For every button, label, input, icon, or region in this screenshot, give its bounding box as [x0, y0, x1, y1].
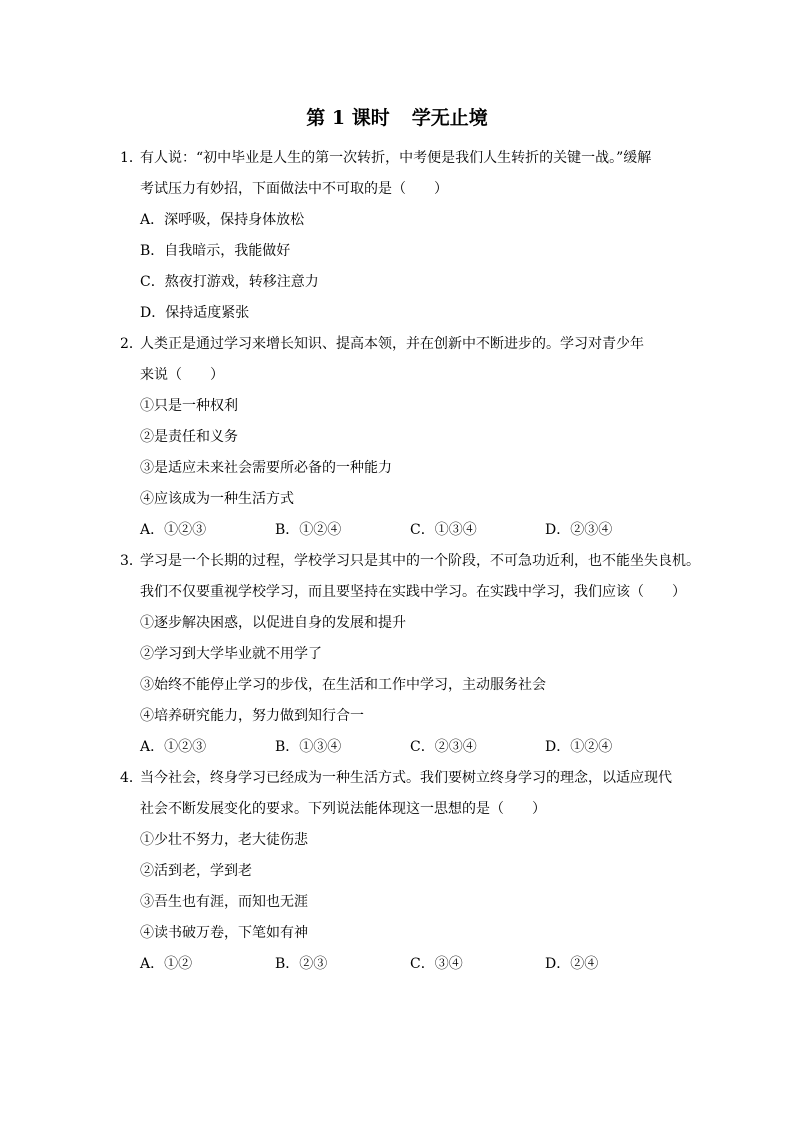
- option-a: A．①②③: [140, 739, 207, 755]
- option-b: B．②③: [275, 956, 328, 972]
- question-3: [120, 546, 700, 763]
- statement-2: ②活到老，学到老: [140, 863, 252, 879]
- question-stem: 人类正是通过学习来增长知识、提高本领，并在创新中不断进步的。学习对青少年: [140, 336, 644, 352]
- question-stem: 学习是一个长期的过程，学校学习只是其中的一个阶段，不可急功近利，也不能坐失良机。: [140, 553, 700, 569]
- title-lesson: 第 1 课时: [306, 107, 390, 129]
- question-2: [120, 329, 680, 546]
- statement-1: ①只是一种权利: [140, 398, 238, 414]
- question-list: [120, 143, 700, 980]
- page-title: [0, 104, 794, 132]
- statement-3: ③吾生也有涯，而知也无涯: [140, 894, 308, 910]
- option-b: B．①③④: [275, 739, 342, 755]
- question-stem: 考试压力有妙招，下面做法中不可取的是（ ）: [140, 181, 448, 197]
- statement-3: ③是适应未来社会需要所必备的一种能力: [140, 460, 392, 476]
- question-1: [120, 143, 680, 329]
- option-d: D．①②④: [545, 739, 613, 755]
- option-c: C．③④: [410, 956, 463, 972]
- option-c: C．熬夜打游戏，转移注意力: [140, 274, 319, 290]
- option-d: D．保持适度紧张: [140, 305, 250, 321]
- statement-2: ②是责任和义务: [140, 429, 238, 445]
- question-stem: 我们不仅要重视学校学习，而且要坚持在实践中学习。在实践中学习，我们应该（ ）: [140, 584, 686, 600]
- option-a: A．①②: [140, 956, 193, 972]
- option-a: A．深呼吸，保持身体放松: [140, 212, 305, 228]
- option-c: C．②③④: [410, 739, 477, 755]
- option-c: C．①③④: [410, 522, 477, 538]
- question-number: 2．: [120, 336, 143, 352]
- answer-options: [120, 949, 680, 980]
- question-4: [120, 763, 680, 980]
- option-b: B．①②④: [275, 522, 342, 538]
- option-d: D．②③④: [545, 522, 613, 538]
- statement-4: ④应该成为一种生活方式: [140, 491, 294, 507]
- statement-1: ①少壮不努力，老大徒伤悲: [140, 832, 308, 848]
- question-stem: 当今社会，终身学习已经成为一种生活方式。我们要树立终身学习的理念，以适应现代: [140, 770, 672, 786]
- option-a: A．①②③: [140, 522, 207, 538]
- question-stem: 社会不断发展变化的要求。下列说法能体现这一思想的是（ ）: [140, 801, 546, 817]
- option-d: D．②④: [545, 956, 599, 972]
- question-stem: 来说（ ）: [140, 367, 224, 383]
- statement-4: ④读书破万卷，下笔如有神: [140, 925, 308, 941]
- title-topic: 学无止境: [411, 107, 488, 129]
- question-number: 3．: [120, 553, 143, 569]
- question-number: 4．: [120, 770, 143, 786]
- question-stem: 有人说：“初中毕业是人生的第一次转折，中考便是我们人生转折的关键一战。”缓解: [140, 150, 652, 166]
- answer-options: [120, 515, 680, 546]
- question-number: 1．: [120, 150, 143, 166]
- option-b: B．自我暗示，我能做好: [140, 243, 291, 259]
- statement-2: ②学习到大学毕业就不用学了: [140, 646, 322, 662]
- statement-3: ③始终不能停止学习的步伐，在生活和工作中学习，主动服务社会: [140, 677, 546, 693]
- statement-1: ①逐步解决困惑，以促进自身的发展和提升: [140, 615, 406, 631]
- statement-4: ④培养研究能力，努力做到知行合一: [140, 708, 364, 724]
- answer-options: [120, 732, 680, 763]
